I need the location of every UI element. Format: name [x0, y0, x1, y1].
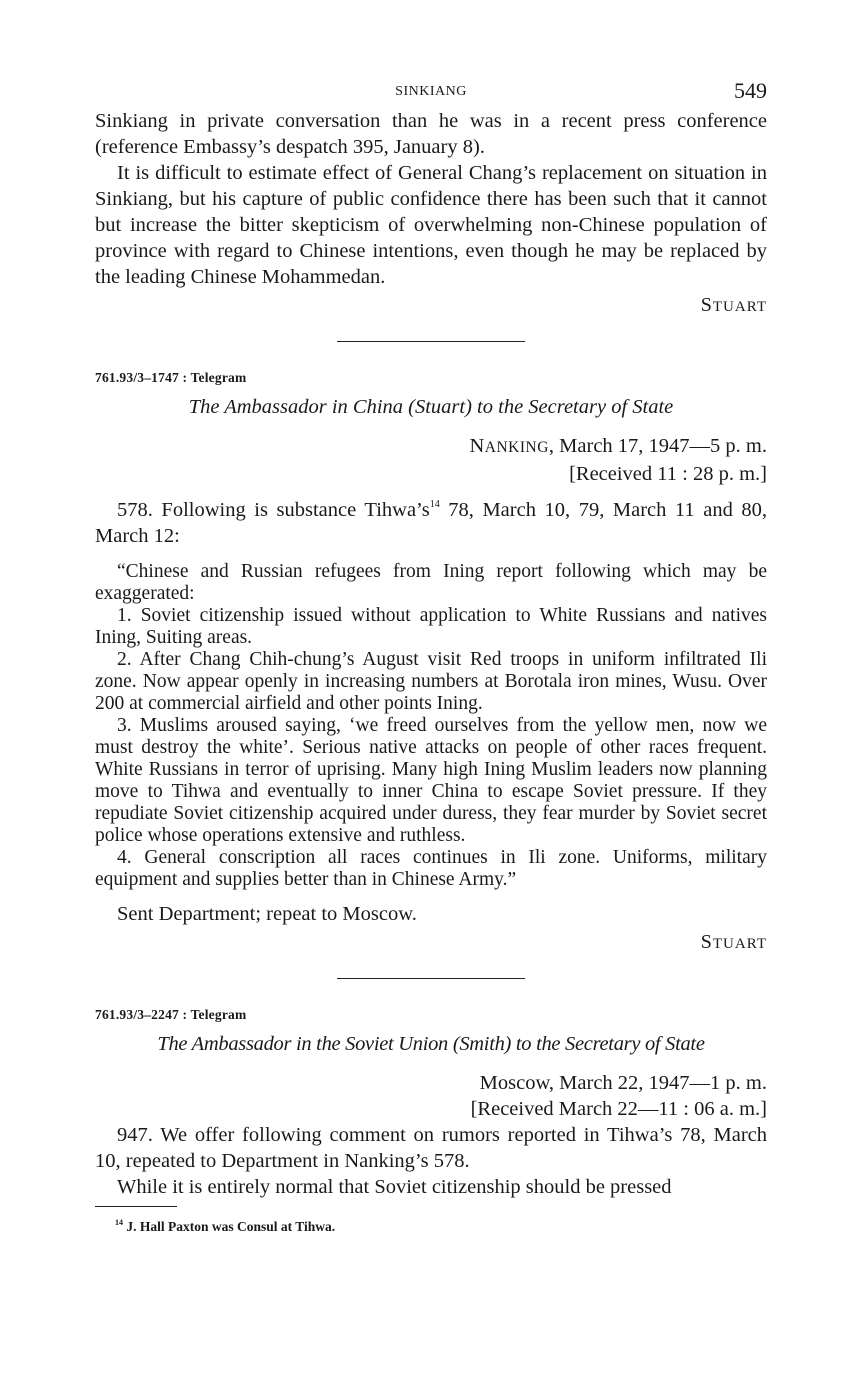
section-divider: [337, 341, 525, 342]
paragraph-chang-replacement: It is difficult to estimate effect of General Chang’s replacement on situation in Sinkiang, but his capture of public confidence there has been such that it cannot but increase the bitter skepticism of overwhelming non-Chinese population of province with regard to Chinese intentions, even though he may be replaced by the leading Chinese Mohammedan.: [95, 162, 767, 288]
closing-line: Sent Department; repeat to Moscow.: [117, 903, 417, 925]
quote-lead: “Chinese and Russian refugees from Ining report following which may be exaggerated:: [95, 561, 767, 604]
quote-item-4: 4. General conscription all races continues in Ili zone. Uniforms, military equipment and supplies better than in Chinese Army.”: [95, 847, 767, 890]
signature-stuart-2: STUART: [700, 931, 767, 953]
dateline-2: Moscow, March 22, 1947—1 p. m.: [479, 1072, 767, 1094]
received-line: [Received 11 : 28 p. m.]: [569, 463, 767, 485]
footnote-rule: [95, 1206, 177, 1207]
continued-paragraph: Sinkiang in private conversation than he was in a recent press conference (reference Embassy’s despatch 395, January 8).: [95, 110, 767, 158]
document-title-2: The Ambassador in the Soviet Union (Smith) to the Secretary of State: [157, 1033, 705, 1055]
dateline-place: NANKING: [469, 435, 549, 457]
dateline: [95, 433, 767, 461]
footnote-ref: 14: [429, 499, 440, 510]
file-reference: 761.93/3–1747 : Telegram: [95, 370, 247, 385]
telegram-947-continued: While it is entirely normal that Soviet citizenship should be pressed: [117, 1176, 672, 1198]
section-divider-2: [337, 978, 525, 979]
signature-stuart-1: STUART: [700, 294, 767, 316]
page-number: 549: [734, 78, 767, 103]
quoted-report: [95, 561, 767, 891]
running-title: SINKIANG: [395, 84, 467, 99]
file-reference-2: 761.93/3–2247 : Telegram: [95, 1007, 247, 1022]
dateline-date: , March 17, 1947—5 p. m.: [548, 435, 767, 457]
telegram-intro: 578. Following is substance $Tihwa’s^{14}$ 78, March 10, 79, March 11 and 80, March 12:: [95, 499, 767, 547]
page-header: [95, 78, 767, 108]
document-page: [95, 78, 767, 1235]
quote-item-3: 3. Muslims aroused saying, ‘we freed ourselves from the yellow men, now we must destroy the white’. Serious native attacks on people of other races frequent. White Russians in terror of uprising. Many high Ining Muslim leaders now planning move to Tihwa and eventually to inner China to escape Soviet pressure. If they repudiate Soviet citizenship acquired under duress, they fear murder by Soviet secret police whose operations extensive and ruthless.: [95, 715, 767, 846]
quote-item-2: 2. After Chang Chih-chung’s August visit Red troops in uniform infiltrated Ili zone. Now appear openly in increasing numbers at Borotala iron mines, Wusu. Over 200 at commercial airfield and other points Ining.: [95, 649, 767, 714]
document-title: The Ambassador in China (Stuart) to the Secretary of State: [188, 396, 674, 418]
telegram-947-paragraph: 947. We offer following comment on rumors reported in Tihwa’s 78, March 10, repeated to Department in Nanking’s 578.: [95, 1124, 767, 1172]
received-line-2: [Received March 22—11 : 06 a. m.]: [470, 1098, 767, 1120]
quote-item-1: 1. Soviet citizenship issued without application to White Russians and natives Ining, Suiting areas.: [95, 605, 767, 648]
footnote-14: $^{14}$ J. Hall Paxton was Consul at Tihwa.: [115, 1218, 336, 1234]
